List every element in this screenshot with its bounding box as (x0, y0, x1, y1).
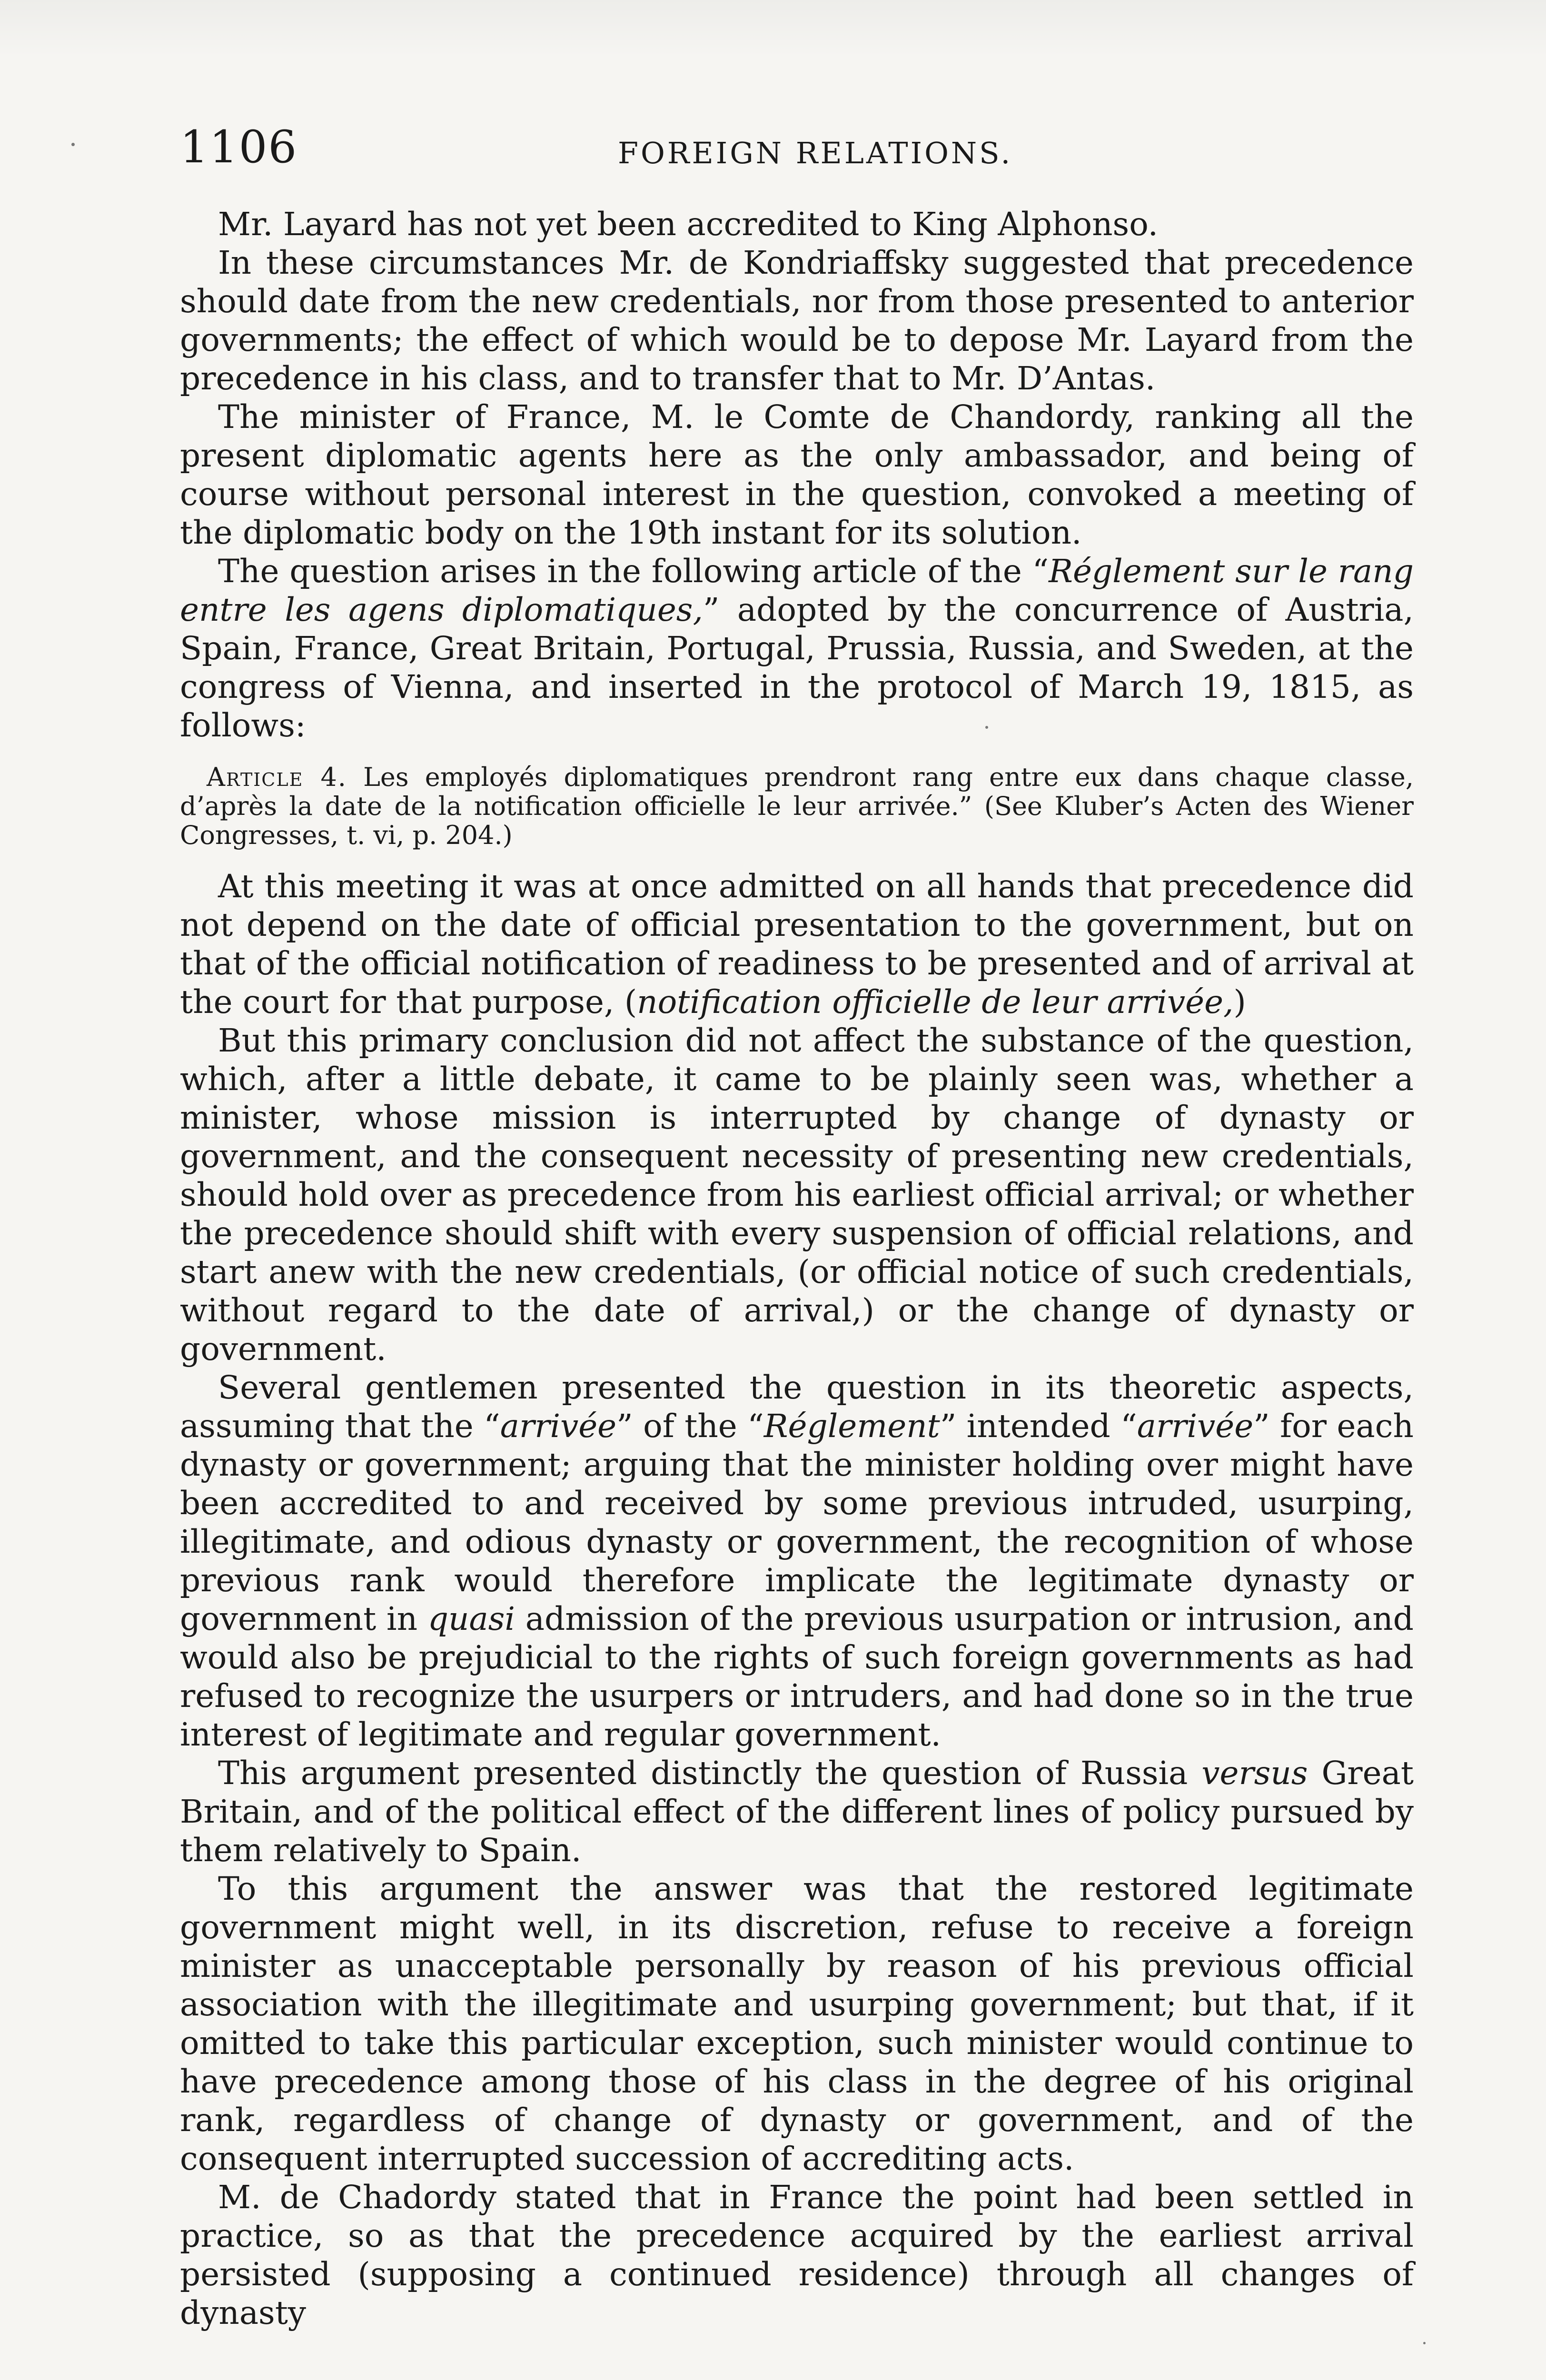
notification-phrase-italic: notification officielle de leur arrivée, (637, 983, 1234, 1021)
paragraph-8-text-b: Great Britain, and of the political effect of the different lines of policy pursued by them relatively to Spain. (180, 1754, 1414, 1869)
paragraph-3-text: The minister of France, M. le Comte de Chandordy, ranking all the present diplomatic agents here as the only ambassador, and being of course without personal interest in the question, convoked a meeting of the diplomatic body on the 19th instant for its solution. (180, 398, 1414, 551)
paragraph-1 (180, 205, 1414, 243)
running-title: FOREIGN RELATIONS. (618, 136, 1013, 170)
paragraph-8 (180, 1754, 1414, 1869)
paragraph-10 (180, 2178, 1414, 2332)
paragraph-2 (180, 243, 1414, 397)
paragraph-9 (180, 1869, 1414, 2178)
reglement-italic: Réglement (763, 1407, 940, 1445)
page-number: 1106 (180, 121, 298, 173)
paragraph-6-text: But this primary conclusion did not affect the substance of the question, which, after a little debate, it came to be plainly seen was, whether a minister, whose mission is interrupted by change of dynasty or government, and the consequent necessity of presenting new credentials, should hold over as precedence from his earliest official arrival; or whether the precedence should shift with every suspension of official relations, and start anew with the new credentials, (or official notice of such credentials, without regard to the date of arrival,) or the change of dynasty or government. (180, 1021, 1414, 1368)
paragraph-7-text-b: ” of the “ (616, 1407, 764, 1445)
paragraph-5-text-a: At this meeting it was at once admitted on all hands that precedence did not depend on the date of official presentation to the government, but on that of the official notification of readiness to be presented and of arrival at the court for that purpose, ( (180, 867, 1414, 1021)
paragraph-7-text-a: Several gentlemen presented the question in its theoretic aspects, assuming that the “ (180, 1368, 1414, 1445)
versus-italic: versus (1201, 1754, 1308, 1792)
paragraph-3 (180, 397, 1414, 552)
paragraph-7-text-e: admission of the previous usurpation or intrusion, and would also be prejudicial to the rights of such foreign governments as had refused to recognize the usurpers or intruders, and had done so in the true interest of legitimate and regular government. (180, 1600, 1414, 1753)
scan-speck (1423, 2342, 1426, 2344)
body-text (180, 205, 1414, 2332)
quasi-italic: quasi (427, 1600, 515, 1637)
running-head (180, 121, 1414, 188)
paragraph-4-text-a: The question arises in the following article of the “ (218, 552, 1049, 590)
paragraph-7 (180, 1368, 1414, 1754)
paragraph-8-text-a: This argument presented distinctly the question of Russia (218, 1754, 1202, 1792)
paragraph-1-text: Mr. Layard has not yet been accredited to King Alphonso. (218, 205, 1159, 243)
block-quote-article-4 (180, 763, 1414, 850)
scan-speck (985, 726, 988, 729)
paragraph-9-text: To this argument the answer was that the restored legitimate government might well, in its discretion, refuse to receive a foreign minister as unacceptable personally by reason of his previous official association with the illegitimate and usurping government; but that, if it omitted to take this particular exception, such minister would continue to have precedence among those of his class in the degree of his original rank, regardless of change of dynasty or government, and of the consequent interrupted succession of accrediting acts. (180, 1870, 1414, 2177)
paragraph-7-text-c: ” intended “ (940, 1407, 1137, 1445)
reglement-title-italic: Réglement sur le rang entre les agens diplomatiques, (180, 552, 1414, 628)
paragraph-4 (180, 552, 1414, 744)
paragraph-5 (180, 867, 1414, 1021)
quote-label: Article 4. (207, 762, 347, 792)
quote-text: Les employés diplomatiques prendront rang entre eux dans chaque classe, d’après la date de la notification officielle le leur arrivée.” (See Kluber’s Acten des Wiener Congresses, t. vi, p. 204.) (180, 762, 1414, 850)
paragraph-6 (180, 1021, 1414, 1368)
paragraph-7-text-d: ” for each dynasty or government; arguing that the minister holding over might have been accredited to and received by some previous intruded, usurping, illegitimate, and odious dynasty or government, the recognition of whose previous rank would therefore implicate the legitimate dynasty or government in (180, 1407, 1414, 1637)
paragraph-4-text-b: ” adopted by the concurrence of Austria, Spain, France, Great Britain, Portugal, Prussia, Russia, and Sweden, at the congress of Vienna, and inserted in the protocol of March 19, 1815, as follows: (180, 591, 1414, 744)
arrivee-italic-1: arrivée (500, 1407, 617, 1445)
paragraph-5-text-b: ) (1233, 983, 1246, 1021)
arrivee-italic-2: arrivée (1137, 1407, 1254, 1445)
paragraph-10-text: M. de Chadordy stated that in France the point had been settled in practice, so as that the precedence acquired by the earliest arrival persisted (supposing a continued residence) through all changes of dynasty (180, 2178, 1414, 2331)
scan-speck (71, 143, 75, 146)
paragraph-2-text: In these circumstances Mr. de Kondriaffsky suggested that precedence should date from the new credentials, nor from those presented to anterior governments; the effect of which would be to depose Mr. Layard from the precedence in his class, and to transfer that to Mr. D’Antas. (180, 244, 1414, 397)
